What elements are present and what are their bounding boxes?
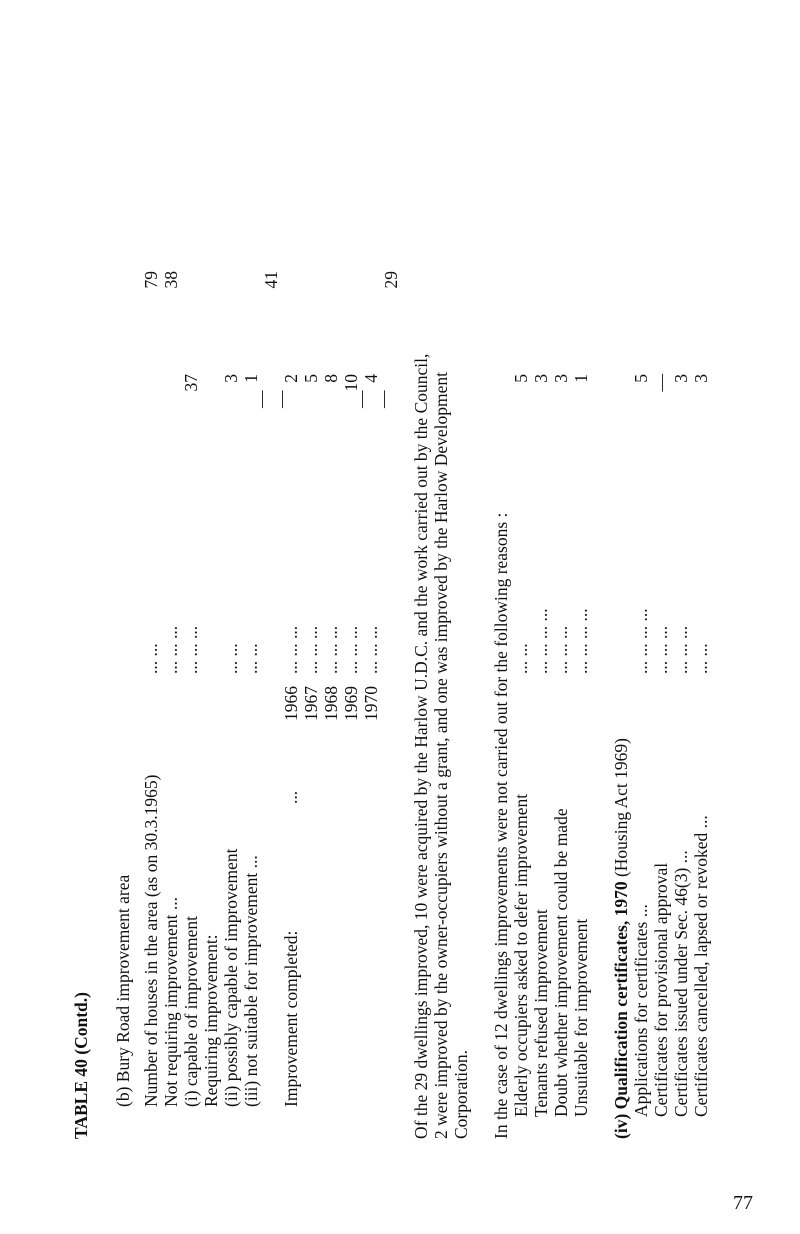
cert-value: 5 xyxy=(631,374,651,383)
cert-dots: ... ... ... ... xyxy=(631,608,651,674)
paragraph-line: 2 were improved by the owner-occupiers without a grant, and one was improved by the Harlow Development xyxy=(431,372,451,1139)
completed-total: 29 xyxy=(381,271,401,289)
row-label: (ii) possibly capable of improvement xyxy=(221,848,241,1107)
year-label: 1970 xyxy=(361,686,381,721)
reason-value: 3 xyxy=(531,374,551,383)
cert-label: Certificates for provisional approval xyxy=(651,862,671,1117)
row-dots: ... ... xyxy=(221,643,241,674)
year-value: 2 xyxy=(281,374,301,383)
year-label: 1967 xyxy=(301,686,321,721)
completed-dots: ... xyxy=(281,790,301,804)
year-label: 1966 xyxy=(281,686,301,721)
page-number: 77 xyxy=(733,1192,753,1214)
cert-value: 3 xyxy=(691,374,711,383)
cert-label: Certificates issued under Sec. 46(3) ... xyxy=(671,850,691,1117)
row-dots: ... ... xyxy=(141,643,161,674)
section-iv-heading-suffix: (Housing Act 1969) xyxy=(611,738,631,878)
reason-dots: ... ... ... ... xyxy=(531,608,551,674)
year-value: 8 xyxy=(321,374,341,383)
cert-dots: ... ... xyxy=(691,643,711,674)
rule-dash: — xyxy=(351,390,371,408)
paragraph-line: Of the 29 dwellings improved, 10 were acquired by the Harlow U.D.C. and the work carried out by the Council, xyxy=(411,353,431,1139)
reason-label: Elderly occupiers asked to defer improvement xyxy=(511,793,531,1117)
rule-dash: — xyxy=(251,390,271,408)
year-dots: ... ... ... xyxy=(341,625,361,674)
cert-value: — xyxy=(651,374,671,392)
row-value: 3 xyxy=(221,374,241,383)
row-label: Requiring improvement: xyxy=(201,934,221,1107)
rule-dash: — xyxy=(271,390,291,408)
year-label: 1969 xyxy=(341,686,361,721)
paragraph-line: Corporation. xyxy=(451,1050,471,1139)
row-value: 1 xyxy=(241,374,261,383)
year-value: 4 xyxy=(361,374,381,383)
row-label: Not requiring improvement ... xyxy=(161,897,181,1107)
year-dots: ... ... ... xyxy=(321,625,341,674)
year-label: 1968 xyxy=(321,686,341,721)
row-dots: ... ... xyxy=(241,643,261,674)
section-iv-heading-bold: (iv) Qualification certificates, 1970 xyxy=(611,881,631,1139)
section-b-heading: (b) Bury Road improvement area xyxy=(113,874,133,1107)
reason-value: 1 xyxy=(571,374,591,383)
row-dots: ... ... ... xyxy=(181,625,201,674)
reasons-intro: In the case of 12 dwellings improvements were not carried out for the following reasons : xyxy=(491,512,511,1139)
table-title: TABLE 40 (Contd.) xyxy=(71,992,91,1139)
reason-label: Doubt whether improvement could be made xyxy=(551,808,571,1117)
cert-label: Applications for certificates ... xyxy=(631,904,651,1117)
year-dots: ... ... ... xyxy=(361,625,381,674)
row-total: 79 xyxy=(141,271,161,289)
row-total: 38 xyxy=(161,271,181,289)
cert-dots: ... ... ... xyxy=(671,625,691,674)
row-label: (iii) not suitable for improvement ... xyxy=(241,855,261,1107)
year-value: 10 xyxy=(341,374,361,392)
row-value: 37 xyxy=(181,374,201,392)
reason-label: Tenants refused improvement xyxy=(531,909,551,1117)
section-iv-heading xyxy=(611,738,631,1139)
reason-value: 3 xyxy=(551,374,571,383)
completed-label: Improvement completed: xyxy=(281,930,301,1107)
year-value: 5 xyxy=(301,374,321,383)
year-dots: ... ... ... xyxy=(281,625,301,674)
row-total: 41 xyxy=(261,271,281,289)
reason-dots: ... ... ... ... xyxy=(571,608,591,674)
reason-dots: ... ... ... xyxy=(551,625,571,674)
reason-dots: ... ... xyxy=(511,643,531,674)
year-dots: ... ... ... xyxy=(301,625,321,674)
row-dots: ... ... ... xyxy=(161,625,181,674)
cert-dots: ... ... ... xyxy=(651,625,671,674)
cert-value: 3 xyxy=(671,374,691,383)
reason-value: 5 xyxy=(511,374,531,383)
row-label: (i) capable of improvement xyxy=(181,916,201,1107)
cert-label: Certificates cancelled, lapsed or revoked ... xyxy=(691,815,711,1117)
rule-dash: — xyxy=(373,390,393,408)
reason-label: Unsuitable for improvement xyxy=(571,918,591,1117)
row-label: Number of houses in the area (as on 30.3.1965) xyxy=(141,774,161,1107)
